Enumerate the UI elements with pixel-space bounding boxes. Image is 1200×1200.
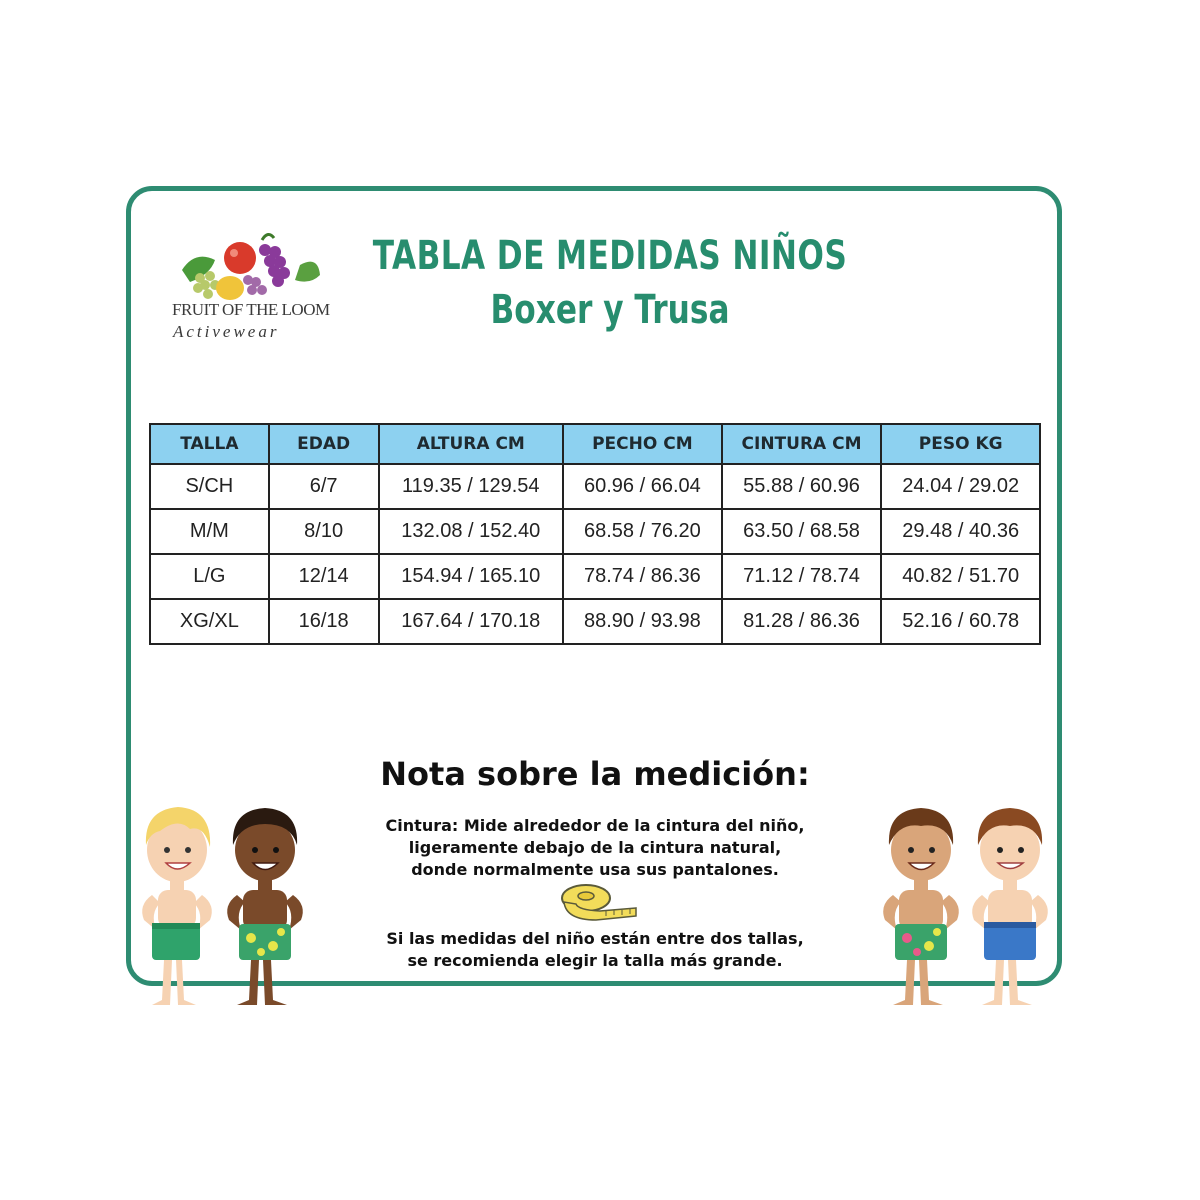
table-cell: XG/XL	[150, 599, 269, 644]
column-header-talla: TALLA	[150, 424, 269, 464]
table-cell: L/G	[150, 554, 269, 599]
table-cell: 154.94 / 165.10	[379, 554, 564, 599]
table-cell: 71.12 / 78.74	[722, 554, 882, 599]
table-cell: 55.88 / 60.96	[722, 464, 882, 509]
table-cell: 60.96 / 66.04	[563, 464, 722, 509]
table-cell: 132.08 / 152.40	[379, 509, 564, 554]
table-cell: 52.16 / 60.78	[881, 599, 1040, 644]
brand-tagline: Activewear	[173, 322, 280, 341]
table-cell: M/M	[150, 509, 269, 554]
table-cell: 68.58 / 76.20	[563, 509, 722, 554]
table-cell: 29.48 / 40.36	[881, 509, 1040, 554]
size-advice: Si las medidas del niño están entre dos tallas, se recomienda elegir la talla más grande.	[386, 929, 804, 970]
table-row	[150, 554, 1040, 599]
table-cell: 119.35 / 129.54	[379, 464, 564, 509]
table-cell: 16/18	[269, 599, 379, 644]
table-row	[150, 509, 1040, 554]
table-cell: 8/10	[269, 509, 379, 554]
table-cell: 6/7	[269, 464, 379, 509]
table-cell: 63.50 / 68.58	[722, 509, 882, 554]
column-header-cintura: CINTURA CM	[722, 424, 882, 464]
table-cell: 167.64 / 170.18	[379, 599, 564, 644]
column-header-edad: EDAD	[269, 424, 379, 464]
page-subtitle: Boxer y Trusa	[490, 287, 730, 333]
note-title: Nota sobre la medición:	[380, 755, 810, 793]
table-row	[150, 464, 1040, 509]
table-header-row	[150, 424, 1040, 464]
measuring-tape-icon	[556, 880, 642, 930]
table-cell: 78.74 / 86.36	[563, 554, 722, 599]
table-row	[150, 599, 1040, 644]
table-cell: 40.82 / 51.70	[881, 554, 1040, 599]
column-header-pecho: PECHO CM	[563, 424, 722, 464]
table-cell: 12/14	[269, 554, 379, 599]
page-title: TABLA DE MEDIDAS NIÑOS	[372, 233, 848, 279]
light-brown-hair-boy-illustration	[962, 800, 1060, 1010]
size-table	[149, 423, 1041, 645]
table-cell: S/CH	[150, 464, 269, 509]
column-header-altura: ALTURA CM	[379, 424, 564, 464]
curly-hair-boy-illustration	[215, 800, 315, 1010]
waist-instruction: Cintura: Mide alrededor de la cintura del niño, ligeramente debajo de la cintura natural, donde normalmente usa sus pantalones.	[385, 816, 805, 879]
brand-name: FRUIT OF THE LOOM	[172, 300, 330, 319]
table-cell: 81.28 / 86.36	[722, 599, 882, 644]
column-header-peso: PESO KG	[881, 424, 1040, 464]
brown-hair-boy-illustration	[873, 800, 971, 1010]
table-cell: 24.04 / 29.02	[881, 464, 1040, 509]
table-cell: 88.90 / 93.98	[563, 599, 722, 644]
blonde-boy-illustration	[130, 795, 225, 1010]
